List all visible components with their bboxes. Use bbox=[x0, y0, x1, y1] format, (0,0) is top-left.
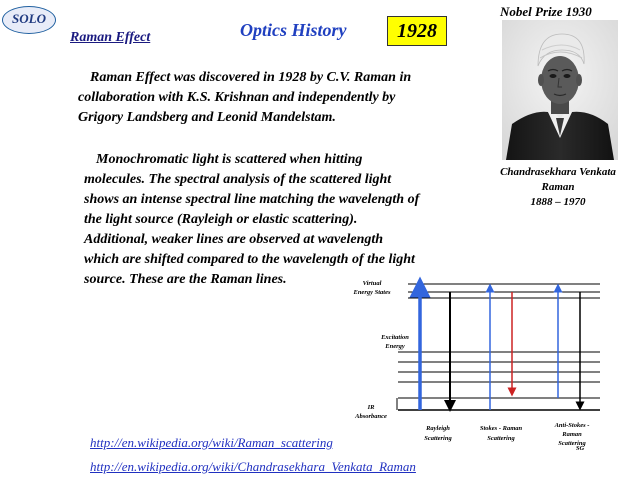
stokes-label-line2: Scattering bbox=[487, 435, 515, 442]
caption-name-line2: Raman bbox=[541, 181, 575, 193]
discovery-paragraph bbox=[78, 68, 478, 128]
page-title: Optics History bbox=[240, 20, 347, 40]
solo-badge bbox=[2, 6, 56, 34]
excitation-energy-label-line2: Energy bbox=[385, 343, 405, 350]
nobel-prize-label: Nobel Prize 1930 bbox=[500, 4, 592, 19]
topic-heading: Raman Effect bbox=[70, 30, 151, 45]
author-initials: SG bbox=[575, 445, 585, 452]
paragraph-line: collaboration with K.S. Krishnan and independently by bbox=[78, 90, 396, 105]
paragraph-line: shows an intense spectral line matching the wavelength of bbox=[84, 192, 420, 207]
paragraph-line: Raman Effect was discovered in 1928 by C.V. Raman in bbox=[90, 70, 412, 85]
antistokes-label-line2: Raman bbox=[562, 431, 582, 438]
raman-energy-diagram bbox=[340, 270, 638, 470]
rayleigh-label-line2: Scattering bbox=[424, 435, 452, 442]
ir-absorbance-label-line2: Absorbance bbox=[355, 413, 387, 420]
year-badge: 1928 bbox=[387, 16, 447, 46]
stokes-label-line1: Stokes - Raman bbox=[479, 425, 523, 432]
paragraph-line: Grigory Landsberg and Leonid Mandelstam. bbox=[78, 110, 336, 125]
paragraph-line: which are shifted compared to the wavelength of the light bbox=[84, 252, 415, 267]
caption-name-line1: Chandrasekhara Venkata bbox=[500, 166, 616, 178]
scattering-paragraph bbox=[84, 150, 484, 290]
paragraph-line: source. These are the Raman lines. bbox=[84, 272, 287, 287]
raman-scattering-link[interactable]: http://en.wikipedia.org/wiki/Raman_scattering bbox=[90, 435, 333, 450]
paragraph-line: Additional, weaker lines are observed at wavelength bbox=[84, 232, 384, 247]
virtual-states-label-line2: Energy States bbox=[353, 289, 391, 296]
portrait-caption bbox=[478, 165, 638, 210]
paragraph-line: Monochromatic light is scattered when hitting bbox=[96, 152, 363, 167]
virtual-states-label-line1: Virtual bbox=[362, 280, 382, 287]
ir-absorbance-label-line1: IR bbox=[367, 404, 375, 411]
portrait-photo bbox=[502, 20, 618, 160]
paragraph-line: molecules. The spectral analysis of the scattered light bbox=[84, 172, 392, 187]
antistokes-label-line3: Scattering bbox=[558, 440, 586, 447]
antistokes-label-line1: Anti-Stokes - bbox=[554, 422, 590, 429]
solo-badge-text: SOLO bbox=[12, 11, 46, 26]
paragraph-line: the light source (Rayleigh or elastic scattering). bbox=[84, 212, 358, 227]
caption-years: 1888 – 1970 bbox=[530, 196, 586, 208]
excitation-energy-label-line1: Excitation bbox=[381, 334, 409, 341]
raman-biography-link[interactable]: http://en.wikipedia.org/wiki/Chandrasekhara_Venkata_Raman bbox=[90, 459, 416, 474]
rayleigh-label-line1: Rayleigh bbox=[426, 425, 450, 432]
